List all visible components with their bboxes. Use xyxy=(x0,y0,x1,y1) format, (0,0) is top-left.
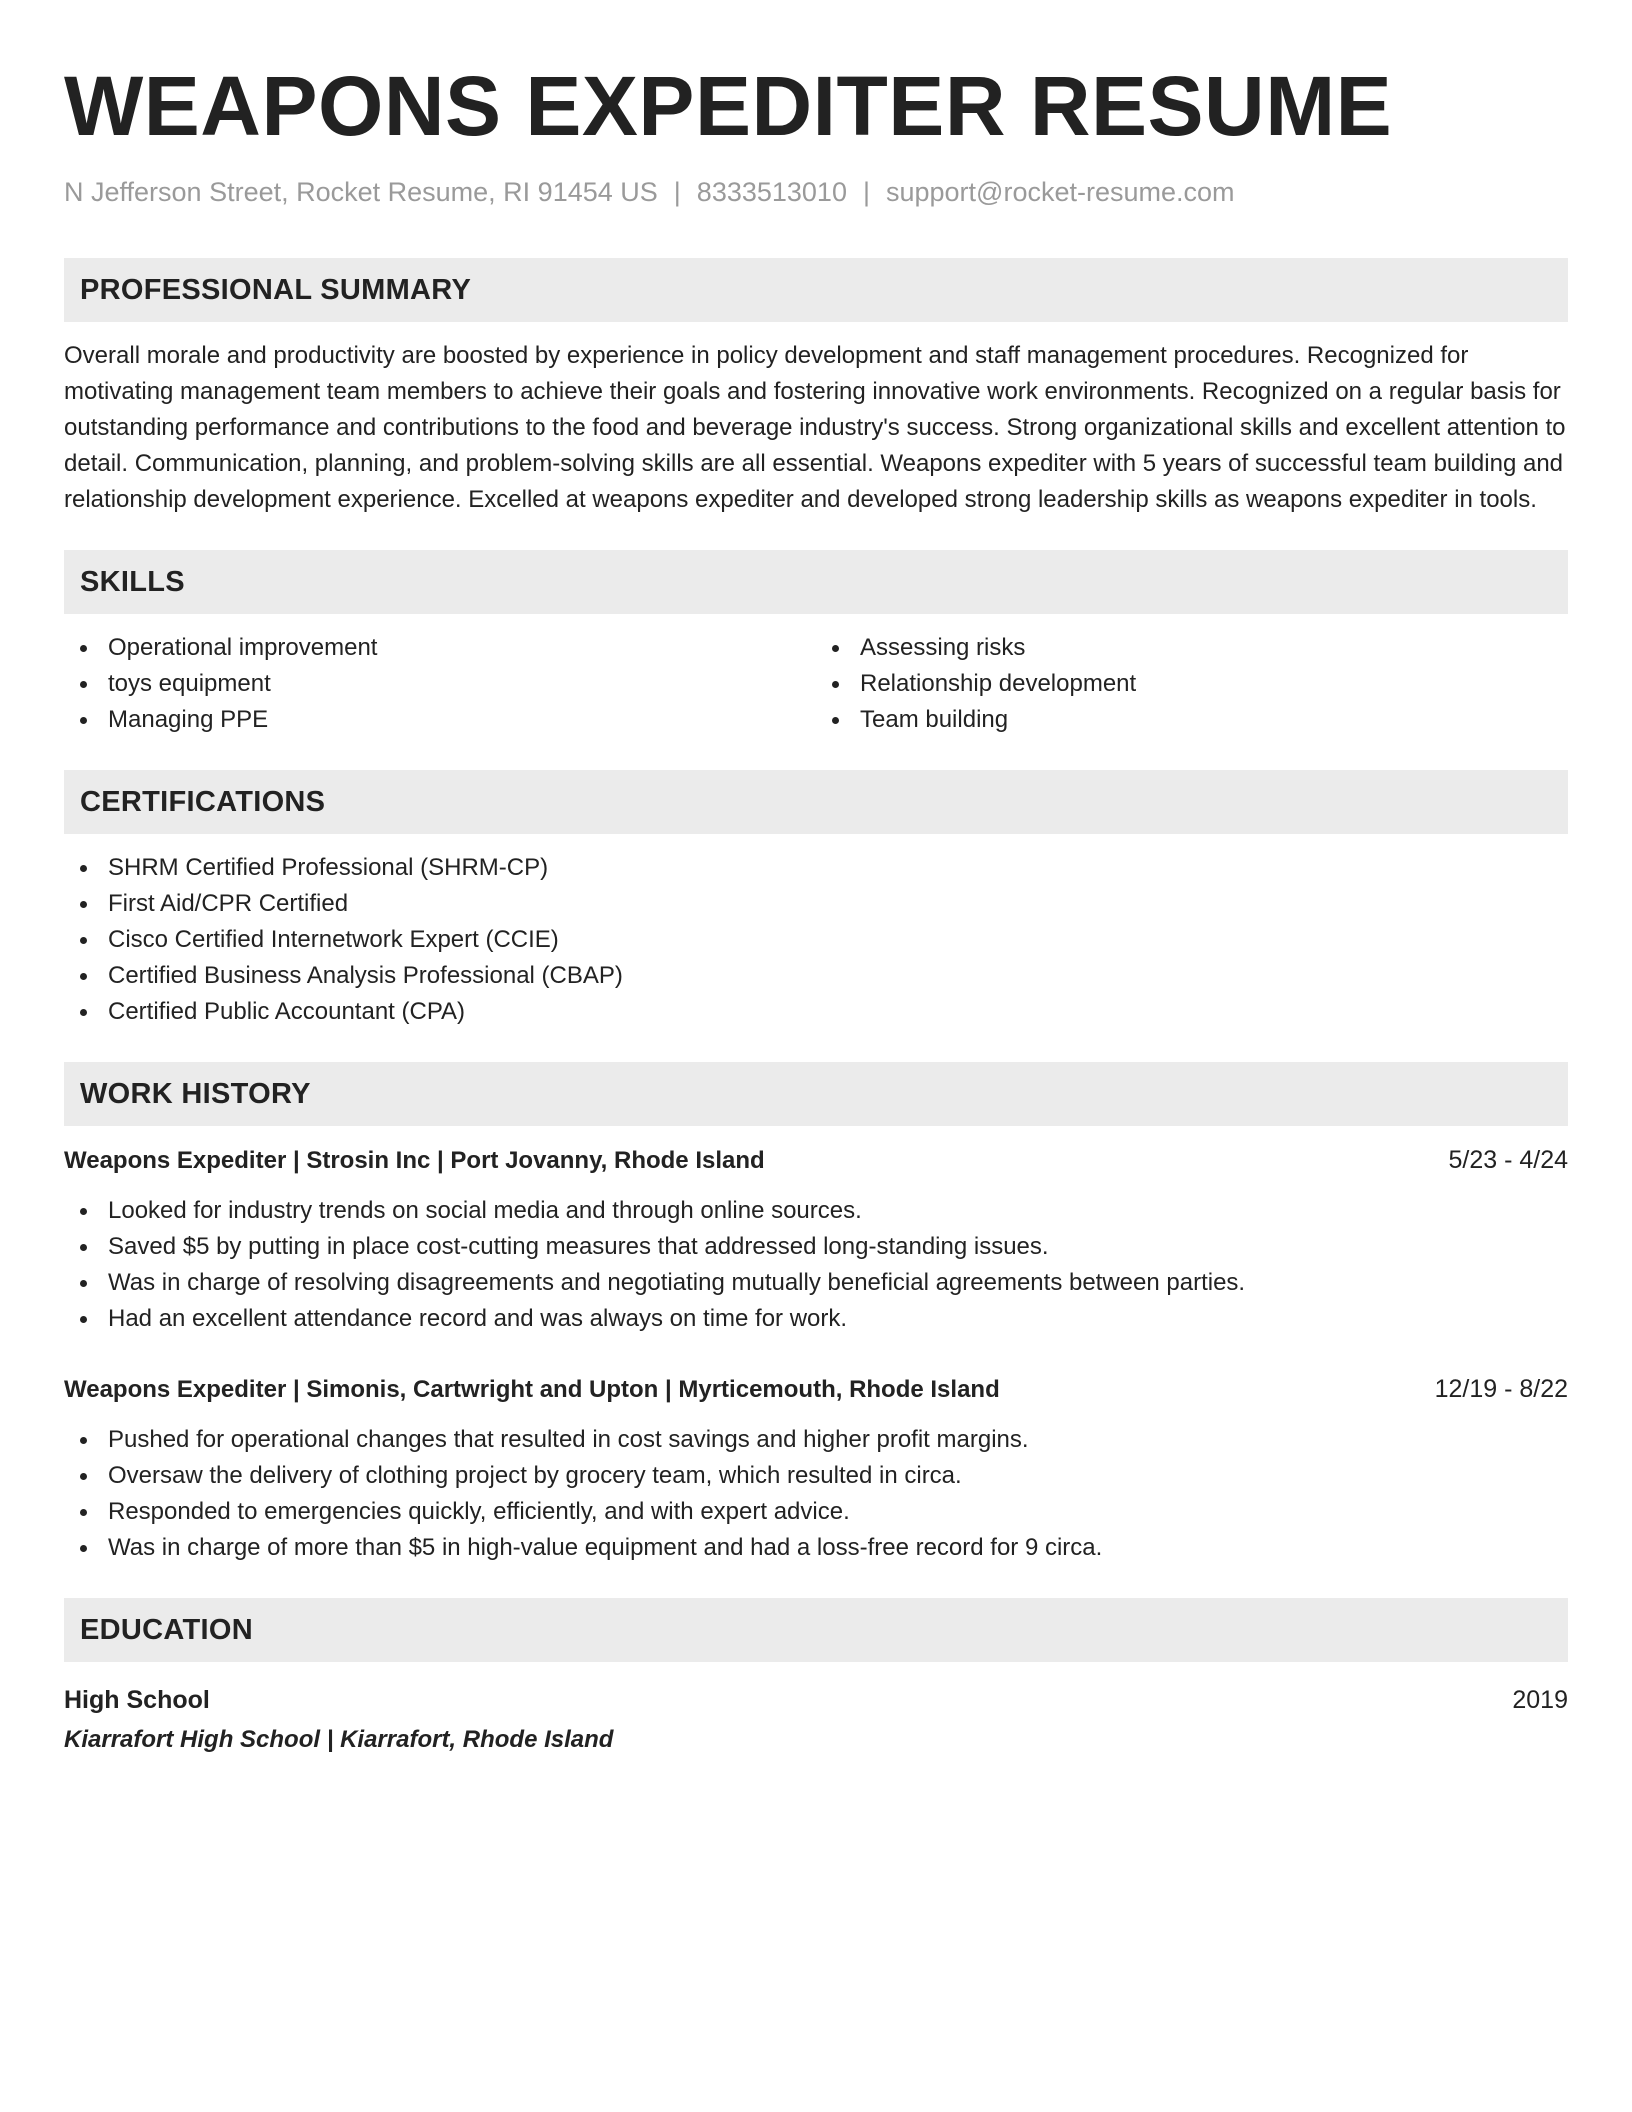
job-entry xyxy=(64,1142,1568,1337)
education-year: 2019 xyxy=(1512,1686,1568,1714)
contact-separator: | xyxy=(673,177,681,207)
section-header-certifications xyxy=(64,770,1568,834)
section-title-work-history: WORK HISTORY xyxy=(80,1077,311,1110)
section-title-skills: SKILLS xyxy=(80,565,185,598)
job-header xyxy=(64,1142,1568,1179)
skill-item: toys equipment xyxy=(64,666,816,702)
certification-item: Certified Business Analysis Professional (CBAP) xyxy=(64,958,1568,994)
contact-line xyxy=(64,174,1568,210)
section-header-skills xyxy=(64,550,1568,614)
contact-address: N Jefferson Street, Rocket Resume, RI 91454 US xyxy=(64,177,658,207)
contact-separator: | xyxy=(862,177,870,207)
certification-item: First Aid/CPR Certified xyxy=(64,886,1568,922)
skill-item: Managing PPE xyxy=(64,702,816,738)
job-bullet: Saved $5 by putting in place cost-cutting measures that addressed long-standing issues. xyxy=(64,1229,1568,1265)
job-bullet: Was in charge of more than $5 in high-value equipment and had a loss-free record for 9 circa. xyxy=(64,1530,1568,1566)
resume-title: WEAPONS EXPEDITER RESUME xyxy=(64,59,1393,153)
certification-item: SHRM Certified Professional (SHRM-CP) xyxy=(64,850,1568,886)
section-title-certifications: CERTIFICATIONS xyxy=(80,785,326,818)
job-bullets xyxy=(64,1422,1568,1566)
job-dates: 12/19 - 8/22 xyxy=(1434,1375,1568,1403)
job-bullet: Responded to emergencies quickly, efficiently, and with expert advice. xyxy=(64,1494,1568,1530)
job-dates: 5/23 - 4/24 xyxy=(1448,1146,1568,1174)
section-title-education: EDUCATION xyxy=(80,1613,253,1646)
section-header-education xyxy=(64,1598,1568,1662)
job-bullet: Pushed for operational changes that resulted in cost savings and higher profit margins. xyxy=(64,1422,1568,1458)
skills-list xyxy=(64,630,1568,738)
job-bullet: Had an excellent attendance record and was always on time for work. xyxy=(64,1301,1568,1337)
skill-item: Team building xyxy=(816,702,1568,738)
education-school: Kiarrafort High School | Kiarrafort, Rhode Island xyxy=(64,1726,614,1753)
skills-column-left xyxy=(64,630,816,738)
job-bullet: Was in charge of resolving disagreements and negotiating mutually beneficial agreements between parties. xyxy=(64,1265,1568,1301)
summary-text: Overall morale and productivity are boosted by experience in policy development and staff management procedures. Recognized for motivating management team members to achieve their goals and fostering innovative work environments. Recognized on a regular basis for outstanding performance and contributions to the food and beverage industry's success. Strong organizational skills and excellent attention to detail. Communication, planning, and problem-solving skills are all essential. Weapons expediter with 5 years of successful team building and relationship development experience. Excelled at weapons expediter and developed strong leadership skills as weapons expediter in tools. xyxy=(64,342,1566,513)
job-bullet: Oversaw the delivery of clothing project by grocery team, which resulted in circa. xyxy=(64,1458,1568,1494)
contact-email: support@rocket-resume.com xyxy=(885,177,1235,207)
certification-item: Certified Public Accountant (CPA) xyxy=(64,994,1568,1030)
job-bullet: Looked for industry trends on social media and through online sources. xyxy=(64,1193,1568,1229)
section-header-summary xyxy=(64,258,1568,322)
skills-column-right xyxy=(816,630,1568,738)
job-title: Weapons Expediter | Strosin Inc | Port Jovanny, Rhode Island xyxy=(64,1147,765,1174)
section-header-work-history xyxy=(64,1062,1568,1126)
job-entry xyxy=(64,1371,1568,1566)
job-header xyxy=(64,1371,1568,1408)
contact-phone: 8333513010 xyxy=(696,177,847,207)
section-title-summary: PROFESSIONAL SUMMARY xyxy=(80,273,472,306)
education-header xyxy=(64,1682,1568,1718)
education-degree: High School xyxy=(64,1686,210,1714)
skill-item: Assessing risks xyxy=(816,630,1568,666)
job-bullets xyxy=(64,1193,1568,1337)
skill-item: Relationship development xyxy=(816,666,1568,702)
certification-item: Cisco Certified Internetwork Expert (CCIE) xyxy=(64,922,1568,958)
job-title: Weapons Expediter | Simonis, Cartwright and Upton | Myrticemouth, Rhode Island xyxy=(64,1376,1000,1403)
certifications-list xyxy=(64,850,1568,1030)
skill-item: Operational improvement xyxy=(64,630,816,666)
